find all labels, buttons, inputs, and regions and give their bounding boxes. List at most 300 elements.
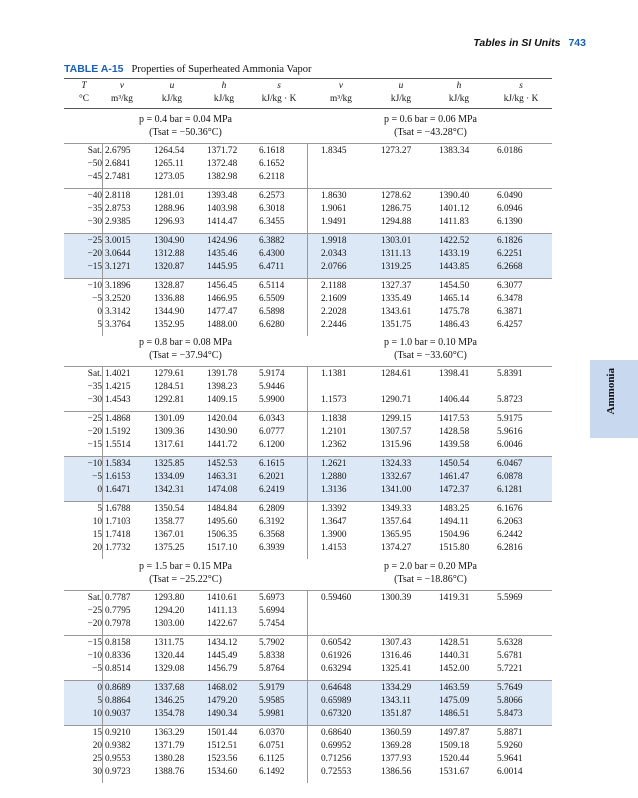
s-cell: 5.7454: [259, 619, 285, 629]
u-cell: 1344.90: [154, 307, 185, 317]
s-cell: 6.0046: [497, 440, 523, 450]
temperature-cell: −45: [87, 172, 102, 182]
row-group: [64, 635, 552, 680]
v-cell: 0.61926: [321, 651, 352, 661]
table-row: [64, 249, 552, 262]
u-cell: 1334.09: [154, 472, 185, 482]
s-cell: 5.9981: [259, 709, 285, 719]
table-row: [64, 619, 552, 632]
table-row: [64, 382, 552, 395]
s-cell: 5.8473: [497, 709, 523, 719]
h-cell: 1414.47: [207, 217, 238, 227]
temperature-cell: 0: [97, 485, 102, 495]
s-cell: 6.2442: [497, 530, 523, 540]
h-cell: 1372.48: [207, 159, 238, 169]
h-cell: 1515.80: [439, 543, 470, 553]
temperature-cell: 5: [97, 504, 102, 514]
col-u2-unit: kJ/kg: [390, 94, 412, 104]
h-cell: 1468.02: [207, 683, 238, 693]
table-row: [64, 459, 552, 472]
side-tab-label: Ammonia: [605, 368, 617, 415]
u-cell: 1286.75: [381, 204, 412, 214]
pressure-block: [64, 336, 552, 559]
s-cell: 6.0751: [259, 741, 285, 751]
h-cell: 1495.60: [207, 517, 238, 527]
s-cell: 5.8764: [259, 664, 285, 674]
v-cell: 0.65989: [321, 696, 352, 706]
row-group: [64, 143, 552, 188]
pressure-block: [64, 113, 552, 336]
s-cell: 6.5898: [259, 307, 285, 317]
v-cell: 3.0644: [105, 249, 131, 259]
s-cell: 5.8391: [497, 369, 523, 379]
h-cell: 1398.23: [207, 382, 238, 392]
s-cell: 5.7649: [497, 683, 523, 693]
temperature-cell: −25: [87, 606, 102, 616]
s-cell: 6.3018: [259, 204, 285, 214]
saturation-temperature: (Tsat = −37.94°C): [149, 350, 222, 361]
left-pressure-header: [64, 336, 307, 362]
page-number: 743: [568, 37, 586, 49]
temperature-cell: −15: [87, 440, 102, 450]
v-cell: 0.9723: [105, 767, 131, 777]
u-cell: 1304.90: [154, 236, 185, 246]
s-cell: 6.1200: [259, 440, 285, 450]
h-cell: 1411.83: [439, 217, 469, 227]
u-cell: 1319.25: [381, 262, 412, 272]
u-cell: 1343.61: [381, 307, 412, 317]
v-cell: 3.0015: [105, 236, 131, 246]
h-cell: 1486.51: [439, 709, 470, 719]
v-cell: 0.69952: [321, 741, 352, 751]
h-cell: 1461.47: [439, 472, 470, 482]
temperature-cell: −25: [87, 414, 102, 424]
s-cell: 5.9174: [259, 369, 285, 379]
s-cell: 6.3568: [259, 530, 285, 540]
h-cell: 1517.10: [207, 543, 238, 553]
u-cell: 1365.95: [381, 530, 412, 540]
v-cell: 0.9553: [105, 754, 131, 764]
h-cell: 1486.43: [439, 320, 470, 330]
left-pressure-header: [64, 113, 307, 139]
s-cell: 6.1281: [497, 485, 523, 495]
saturation-temperature: (Tsat = −43.28°C): [394, 127, 467, 138]
h-cell: 1454.50: [439, 281, 470, 291]
h-cell: 1475.09: [439, 696, 470, 706]
h-cell: 1456.45: [207, 281, 238, 291]
h-cell: 1490.34: [207, 709, 238, 719]
temperature-cell: −5: [92, 664, 102, 674]
s-cell: 6.0878: [497, 472, 523, 482]
h-cell: 1452.00: [439, 664, 470, 674]
v-cell: 1.2362: [321, 440, 347, 450]
u-cell: 1329.08: [154, 664, 185, 674]
u-cell: 1343.11: [381, 696, 411, 706]
u-cell: 1311.13: [381, 249, 411, 259]
v-cell: 2.1188: [321, 281, 347, 291]
h-cell: 1509.18: [439, 741, 470, 751]
u-cell: 1360.59: [381, 728, 412, 738]
h-cell: 1441.72: [207, 440, 238, 450]
s-cell: 5.9260: [497, 741, 523, 751]
u-cell: 1374.27: [381, 543, 412, 553]
s-cell: 6.2573: [259, 191, 285, 201]
s-cell: 6.3871: [497, 307, 523, 317]
table-row: [64, 651, 552, 664]
u-cell: 1346.25: [154, 696, 185, 706]
s-cell: 5.9641: [497, 754, 523, 764]
table-row: [64, 294, 552, 307]
s-cell: 5.9446: [259, 382, 285, 392]
s-cell: 5.7902: [259, 638, 285, 648]
v-cell: 0.8336: [105, 651, 131, 661]
u-cell: 1301.09: [154, 414, 185, 424]
h-cell: 1477.47: [207, 307, 238, 317]
table-row: [64, 146, 552, 159]
h-cell: 1475.78: [439, 307, 470, 317]
v-cell: 1.9061: [321, 204, 347, 214]
center-divider: [307, 366, 308, 559]
v-cell: 1.4153: [321, 543, 347, 553]
table-row: [64, 530, 552, 543]
v-cell: 3.1271: [105, 262, 131, 272]
s-cell: 5.9175: [497, 414, 523, 424]
u-cell: 1294.88: [381, 217, 412, 227]
u-cell: 1349.33: [381, 504, 412, 514]
pressure-label: p = 0.6 bar = 0.06 MPa: [384, 114, 477, 125]
v-cell: 3.3142: [105, 307, 131, 317]
s-cell: 6.3192: [259, 517, 285, 527]
header-bottom-rule: [64, 108, 552, 109]
v-cell: 3.3764: [105, 320, 131, 330]
h-cell: 1484.84: [207, 504, 238, 514]
h-cell: 1450.54: [439, 459, 470, 469]
h-cell: 1391.78: [207, 369, 238, 379]
s-cell: 5.6781: [497, 651, 523, 661]
table-row: [64, 767, 552, 780]
table-row: [64, 395, 552, 408]
s-cell: 6.2816: [497, 543, 523, 553]
col-h-unit: kJ/kg: [213, 94, 235, 104]
table-caption: [64, 63, 312, 75]
u-cell: 1350.54: [154, 504, 185, 514]
s-cell: 6.2063: [497, 517, 523, 527]
temperature-cell: −10: [87, 459, 102, 469]
u-cell: 1320.87: [154, 262, 185, 272]
h-cell: 1483.25: [439, 504, 470, 514]
u-cell: 1303.01: [381, 236, 412, 246]
temperature-cell: −50: [87, 159, 102, 169]
h-cell: 1398.41: [439, 369, 470, 379]
col-u-unit: kJ/kg: [161, 94, 183, 104]
table-row: [64, 593, 552, 606]
v-cell: 0.67320: [321, 709, 352, 719]
temperature-cell: −20: [87, 427, 102, 437]
v-cell: 1.2621: [321, 459, 347, 469]
s-cell: 5.8338: [259, 651, 285, 661]
temperature-cell: −35: [87, 382, 102, 392]
v-cell: 1.2880: [321, 472, 347, 482]
s-cell: 6.3939: [259, 543, 285, 553]
v-cell: 1.4021: [105, 369, 131, 379]
v-cell: 1.8345: [321, 146, 347, 156]
temperature-cell: −5: [92, 294, 102, 304]
v-cell: 0.63294: [321, 664, 352, 674]
u-cell: 1337.68: [154, 683, 185, 693]
u-cell: 1300.39: [381, 593, 412, 603]
u-cell: 1320.44: [154, 651, 185, 661]
u-cell: 1334.29: [381, 683, 412, 693]
h-cell: 1488.00: [207, 320, 238, 330]
center-divider: [307, 590, 308, 783]
table-row: [64, 728, 552, 741]
u-cell: 1264.54: [154, 146, 185, 156]
table-row: [64, 159, 552, 172]
h-cell: 1472.37: [439, 485, 470, 495]
h-cell: 1501.44: [207, 728, 238, 738]
u-cell: 1290.71: [381, 395, 412, 405]
u-cell: 1312.88: [154, 249, 185, 259]
s-cell: 5.8871: [497, 728, 523, 738]
s-cell: 6.3478: [497, 294, 523, 304]
v-cell: 3.2520: [105, 294, 131, 304]
temperature-cell: −35: [87, 204, 102, 214]
v-cell: 0.7795: [105, 606, 131, 616]
v-cell: 0.64648: [321, 683, 352, 693]
h-cell: 1512.51: [207, 741, 238, 751]
v-cell: 1.9918: [321, 236, 347, 246]
s-cell: 5.5969: [497, 593, 523, 603]
u-cell: 1324.33: [381, 459, 412, 469]
table-row: [64, 369, 552, 382]
v-cell: 1.3647: [321, 517, 347, 527]
h-cell: 1474.08: [207, 485, 238, 495]
h-cell: 1435.46: [207, 249, 238, 259]
v-cell: 1.4868: [105, 414, 131, 424]
s-cell: 6.4300: [259, 249, 285, 259]
h-cell: 1422.67: [207, 619, 238, 629]
s-cell: 6.3077: [497, 281, 523, 291]
col-v2-unit: m³/kg: [330, 94, 352, 104]
h-cell: 1506.35: [207, 530, 238, 540]
h-cell: 1428.51: [439, 638, 470, 648]
h-cell: 1463.59: [439, 683, 470, 693]
h-cell: 1456.79: [207, 664, 238, 674]
s-cell: 6.5509: [259, 294, 285, 304]
table-row: [64, 504, 552, 517]
table-row: [64, 638, 552, 651]
h-cell: 1439.58: [439, 440, 470, 450]
h-cell: 1433.19: [439, 249, 470, 259]
v-cell: 0.8514: [105, 664, 131, 674]
table-row: [64, 217, 552, 230]
h-cell: 1465.14: [439, 294, 470, 304]
u-cell: 1357.64: [381, 517, 412, 527]
header-title: Tables in SI Units: [473, 37, 561, 49]
v-cell: 1.1838: [321, 414, 347, 424]
pressure-label: p = 1.0 bar = 0.10 MPa: [384, 337, 477, 348]
v-cell: 1.4215: [105, 382, 131, 392]
table-row: [64, 472, 552, 485]
v-cell: 1.3136: [321, 485, 347, 495]
row-group: [64, 501, 552, 559]
v-cell: 0.60542: [321, 638, 352, 648]
h-cell: 1452.53: [207, 459, 238, 469]
s-cell: 5.8066: [497, 696, 523, 706]
temperature-cell: −30: [87, 395, 102, 405]
h-cell: 1497.87: [439, 728, 470, 738]
v-cell: 2.0343: [321, 249, 347, 259]
h-cell: 1443.85: [439, 262, 470, 272]
u-cell: 1341.00: [381, 485, 412, 495]
temperature-cell: 10: [92, 709, 102, 719]
u-cell: 1380.28: [154, 754, 185, 764]
col-u-symbol: u: [169, 81, 175, 91]
col-s-unit: kJ/kg · K: [261, 94, 297, 104]
row-group: [64, 456, 552, 501]
u-cell: 1351.87: [381, 709, 412, 719]
pressure-label: p = 0.4 bar = 0.04 MPa: [139, 114, 232, 125]
h-cell: 1523.56: [207, 754, 238, 764]
u-cell: 1309.36: [154, 427, 185, 437]
u-cell: 1388.76: [154, 767, 185, 777]
table-title: Properties of Superheated Ammonia Vapor: [131, 64, 312, 75]
u-cell: 1307.57: [381, 427, 412, 437]
h-cell: 1466.95: [207, 294, 238, 304]
u-cell: 1303.00: [154, 619, 185, 629]
row-group: [64, 188, 552, 233]
v-cell: 0.9037: [105, 709, 131, 719]
v-cell: 1.4543: [105, 395, 131, 405]
col-T-unit: °C: [79, 94, 89, 104]
s-cell: 6.2251: [497, 249, 523, 259]
u-cell: 1336.88: [154, 294, 185, 304]
s-cell: 6.2118: [259, 172, 285, 182]
v-cell: 1.6471: [105, 485, 131, 495]
temperature-cell: 15: [92, 728, 102, 738]
s-cell: 6.0370: [259, 728, 285, 738]
u-cell: 1367.01: [154, 530, 185, 540]
s-cell: 6.1390: [497, 217, 523, 227]
s-cell: 6.0777: [259, 427, 285, 437]
row-group: [64, 366, 552, 411]
v-cell: 0.7978: [105, 619, 131, 629]
row-group: [64, 725, 552, 783]
temperature-cell: Sat.: [87, 146, 102, 156]
table-row: [64, 281, 552, 294]
u-cell: 1358.77: [154, 517, 185, 527]
u-cell: 1371.79: [154, 741, 185, 751]
temperature-cell: 25: [92, 754, 102, 764]
h-cell: 1494.11: [439, 517, 469, 527]
table-row: [64, 236, 552, 249]
h-cell: 1445.49: [207, 651, 238, 661]
v-cell: 1.5834: [105, 459, 131, 469]
temperature-cell: −15: [87, 638, 102, 648]
table-row: [64, 320, 552, 333]
temperature-cell: 10: [92, 517, 102, 527]
u-cell: 1315.96: [381, 440, 412, 450]
temperature-cell: 20: [92, 741, 102, 751]
table-row: [64, 262, 552, 275]
u-cell: 1386.56: [381, 767, 412, 777]
pressure-label: p = 0.8 bar = 0.08 MPa: [139, 337, 232, 348]
col-h2-symbol: h: [456, 81, 462, 91]
table-top-rule: [64, 78, 552, 79]
col-u2-symbol: u: [398, 81, 404, 91]
u-cell: 1284.51: [154, 382, 185, 392]
v-cell: 0.8689: [105, 683, 131, 693]
temperature-cell: 30: [92, 767, 102, 777]
temperature-cell: Sat.: [87, 593, 102, 603]
h-cell: 1419.31: [439, 593, 470, 603]
u-cell: 1335.49: [381, 294, 412, 304]
s-cell: 6.4257: [497, 320, 523, 330]
col-s-symbol: s: [277, 81, 281, 91]
temperature-cell: −25: [87, 236, 102, 246]
h-cell: 1504.96: [439, 530, 470, 540]
h-cell: 1410.61: [207, 593, 238, 603]
u-cell: 1284.61: [381, 369, 412, 379]
h-cell: 1403.98: [207, 204, 238, 214]
u-cell: 1281.01: [154, 191, 185, 201]
temperature-divider: [102, 590, 103, 783]
s-cell: 5.8723: [497, 395, 523, 405]
saturation-temperature: (Tsat = −33.60°C): [394, 350, 467, 361]
v-cell: 0.8864: [105, 696, 131, 706]
v-cell: 0.71256: [321, 754, 352, 764]
right-pressure-header: [309, 113, 552, 139]
v-cell: 1.5514: [105, 440, 131, 450]
column-headers: [64, 81, 552, 111]
s-cell: 6.2021: [259, 472, 285, 482]
v-cell: 1.1381: [321, 369, 347, 379]
s-cell: 6.1652: [259, 159, 285, 169]
u-cell: 1332.67: [381, 472, 412, 482]
u-cell: 1316.46: [381, 651, 412, 661]
u-cell: 1279.61: [154, 369, 185, 379]
table-tag: TABLE A-15: [64, 63, 124, 75]
u-cell: 1288.96: [154, 204, 185, 214]
col-s2-unit: kJ/kg · K: [503, 94, 539, 104]
u-cell: 1293.80: [154, 593, 185, 603]
u-cell: 1311.75: [154, 638, 184, 648]
temperature-cell: Sat.: [87, 369, 102, 379]
v-cell: 1.3392: [321, 504, 347, 514]
h-cell: 1440.31: [439, 651, 470, 661]
h-cell: 1428.58: [439, 427, 470, 437]
v-cell: 1.2101: [321, 427, 347, 437]
table-row: [64, 709, 552, 722]
s-cell: 6.0186: [497, 146, 523, 156]
table-row: [64, 191, 552, 204]
s-cell: 6.1618: [259, 146, 285, 156]
h-cell: 1383.34: [439, 146, 470, 156]
u-cell: 1294.20: [154, 606, 185, 616]
h-cell: 1434.12: [207, 638, 238, 648]
temperature-cell: −10: [87, 281, 102, 291]
v-cell: 0.9382: [105, 741, 131, 751]
temperature-cell: 0: [97, 683, 102, 693]
u-cell: 1377.93: [381, 754, 412, 764]
v-cell: 1.6788: [105, 504, 131, 514]
s-cell: 6.6280: [259, 320, 285, 330]
table-row: [64, 754, 552, 767]
h-cell: 1534.60: [207, 767, 238, 777]
temperature-cell: 15: [92, 530, 102, 540]
s-cell: 6.1492: [259, 767, 285, 777]
h-cell: 1411.13: [207, 606, 237, 616]
